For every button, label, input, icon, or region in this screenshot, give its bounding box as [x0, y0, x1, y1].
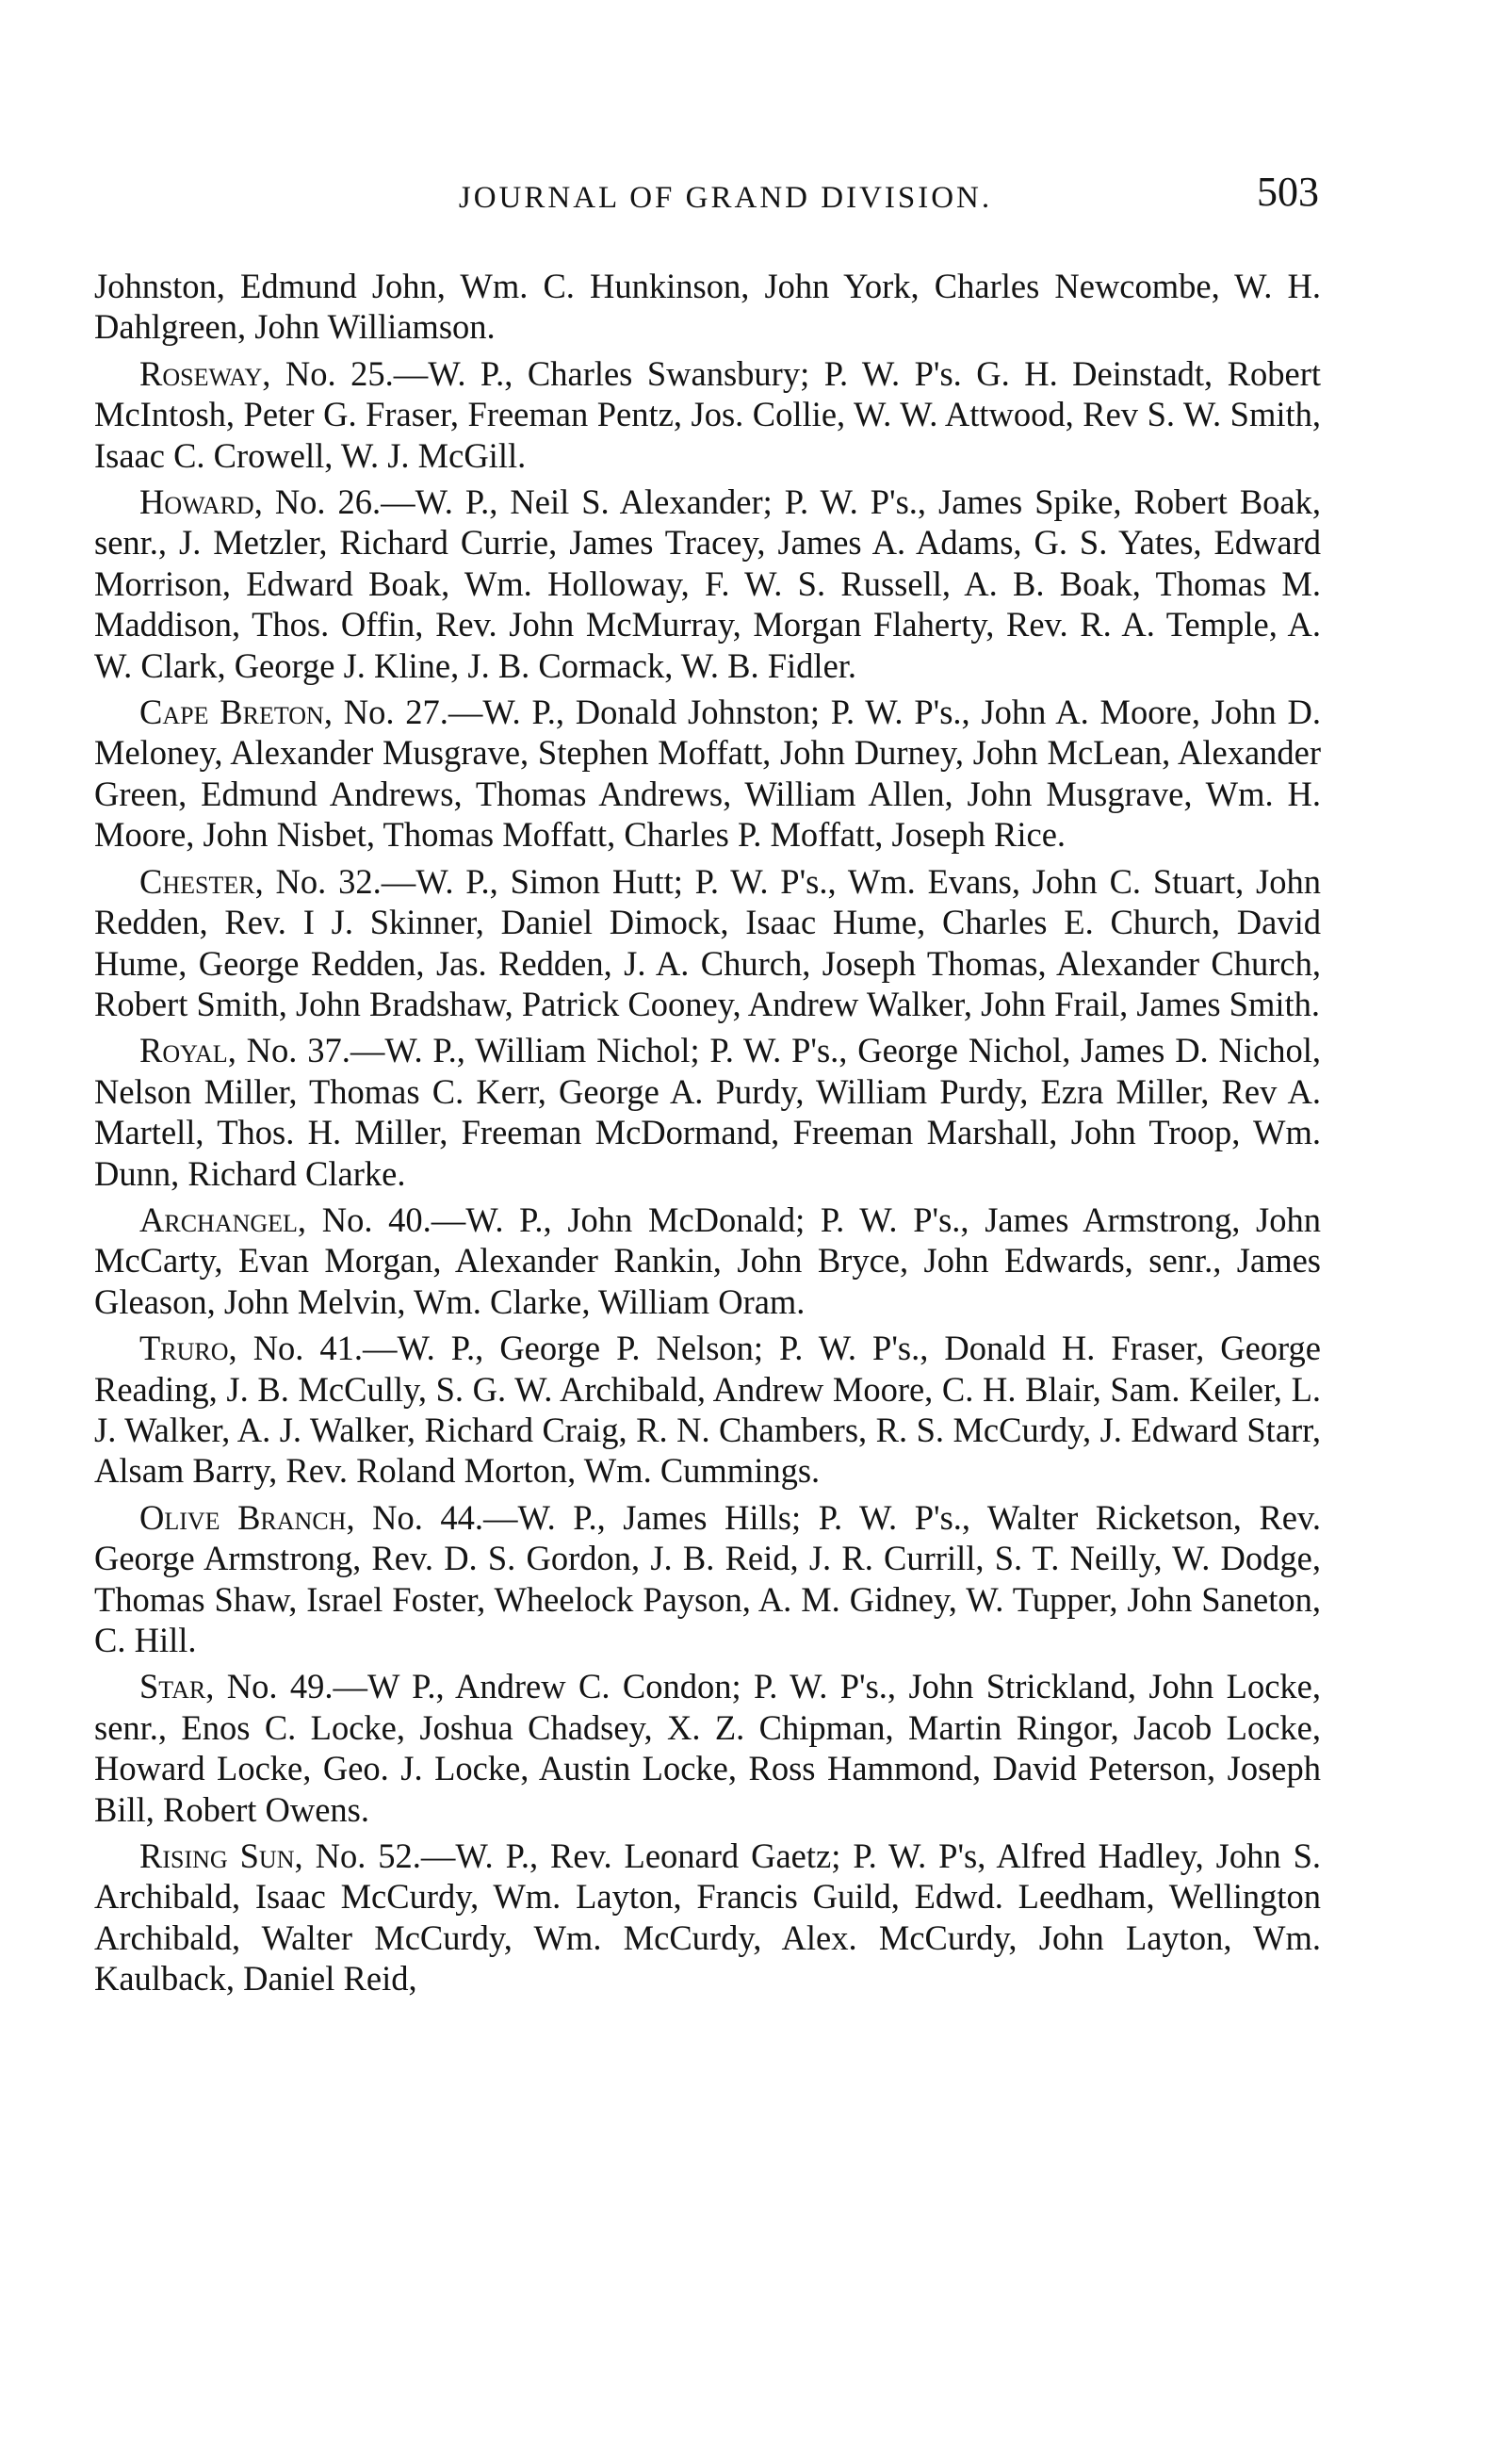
entry-text: , No. 37.—W. P., William Nichol; P. W. P's., George Nichol, James D. Nichol, Nelson Miller, Thomas C. Kerr, George A. Purdy, William Purdy, Ezra Miller, Rev A. Martell, Thos. H. Miller, Freeman McDormand, Freeman Marshall, John Troop, Wm. Dunn, Richard Clarke.	[94, 1031, 1321, 1193]
division-name: Royal	[139, 1031, 228, 1070]
division-name: Chester	[139, 861, 255, 901]
entry-text: , No. 41.—W. P., George P. Nelson; P. W. P's., Donald H. Fraser, George Reading, J. B. McCully, S. G. W. Archibald, Andrew Moore, C. H. Blair, Sam. Keiler, L. J. Walker, A. J. Walker, Richard Craig, R. N. Chambers, R. S. McCurdy, J. Edward Starr, Alsam Barry, Rev. Roland Morton, Wm. Cummings.	[94, 1329, 1321, 1491]
division-name: Howard	[139, 482, 254, 522]
entry-text: , No. 25.—W. P., Charles Swansbury; P. W. P's. G. H. Deinstadt, Robert McIntosh, Peter G. Fraser, Freeman Pentz, Jos. Collie, W. W. Attwood, Rev S. W. Smith, Isaac C. Crowell, W. J. McGill.	[94, 353, 1321, 475]
division-entry-howard	[94, 481, 1321, 686]
body-text	[94, 266, 1321, 2005]
division-entry-chester	[94, 861, 1321, 1025]
division-name: Rising Sun	[139, 1836, 295, 1876]
entry-text: , No. 26.—W. P., Neil S. Alexander; P. W. P's., James Spike, Robert Boak, senr., J. Metzler, Richard Currie, James Tracey, James A. Adams, G. S. Yates, Edward Morrison, Edward Boak, Wm. Holloway, F. W. S. Russell, A. B. Boak, Thomas M. Maddison, Thos. Offin, Rev. John McMurray, Morgan Flaherty, Rev. R. A. Temple, A. W. Clark, George J. Kline, J. B. Cormack, W. B. Fidler.	[94, 482, 1321, 685]
division-entry-cape-breton	[94, 692, 1321, 856]
division-name: Archangel	[139, 1199, 298, 1239]
entry-text: , No. 32.—W. P., Simon Hutt; P. W. P's., Wm. Evans, John C. Stuart, John Redden, Rev. I J. Skinner, Daniel Dimock, Isaac Hume, Charles E. Church, David Hume, George Redden, Jas. Redden, J. A. Church, Joseph Thomas, Alexander Church, Robert Smith, John Bradshaw, Patrick Cooney, Andrew Walker, John Frail, James Smith.	[94, 861, 1321, 1023]
division-entry-rising-sun	[94, 1836, 1321, 1999]
running-head	[94, 168, 1319, 224]
entry-continuation	[94, 266, 1321, 348]
division-entry-truro	[94, 1328, 1321, 1492]
page-number: 503	[1257, 169, 1319, 215]
division-name: Olive Branch	[139, 1497, 347, 1537]
division-name: Roseway	[139, 353, 263, 393]
division-name: Truro	[139, 1329, 229, 1368]
division-entry-roseway	[94, 353, 1321, 476]
division-entry-archangel	[94, 1199, 1321, 1322]
running-title: JOURNAL OF GRAND DIVISION.	[458, 181, 993, 215]
division-name: Cape Breton	[139, 693, 324, 732]
entry-text: , No. 49.—W P., Andrew C. Condon; P. W. P's., John Strickland, John Locke, senr., Enos C. Locke, Joshua Chadsey, X. Z. Chipman, Martin Ringor, Jacob Locke, Howard Locke, Geo. J. Locke, Austin Locke, Ross Hammond, David Peterson, Joseph Bill, Robert Owens.	[94, 1667, 1321, 1829]
division-entry-star	[94, 1666, 1321, 1830]
entry-text: Johnston, Edmund John, Wm. C. Hunkinson, John York, Charles Newcombe, W. H. Dahlgreen, John Williamson.	[94, 267, 1321, 347]
division-entry-olive-branch	[94, 1497, 1321, 1661]
entry-text: , No. 40.—W. P., John McDonald; P. W. P's., James Armstrong, John McCarty, Evan Morgan, Alexander Rankin, John Bryce, John Edwards, senr., James Gleason, John Melvin, Wm. Clarke, William Oram.	[94, 1199, 1321, 1321]
division-entry-royal	[94, 1030, 1321, 1194]
entry-text: , No. 44.—W. P., James Hills; P. W. P's., Walter Ricketson, Rev. George Armstrong, Rev. D. S. Gordon, J. B. Reid, J. R. Currill, S. T. Neilly, W. Dodge, Thomas Shaw, Israel Foster, Wheelock Payson, A. M. Gidney, W. Tupper, John Saneton, C. Hill.	[94, 1497, 1321, 1659]
entry-text: , No. 27.—W. P., Donald Johnston; P. W. P's., John A. Moore, John D. Meloney, Alexander Musgrave, Stephen Moffatt, John Durney, John McLean, Alexander Green, Edmund Andrews, Thomas Andrews, William Allen, John Musgrave, Wm. H. Moore, John Nisbet, Thomas Moffatt, Charles P. Moffatt, Joseph Rice.	[94, 693, 1321, 855]
entry-text: , No. 52.—W. P., Rev. Leonard Gaetz; P. W. P's, Alfred Hadley, John S. Archibald, Isaac McCurdy, Wm. Layton, Francis Guild, Edwd. Leedham, Wellington Archibald, Walter McCurdy, Wm. McCurdy, Alex. McCurdy, John Layton, Wm. Kaulback, Daniel Reid,	[94, 1836, 1321, 1999]
division-name: Star	[139, 1667, 206, 1706]
